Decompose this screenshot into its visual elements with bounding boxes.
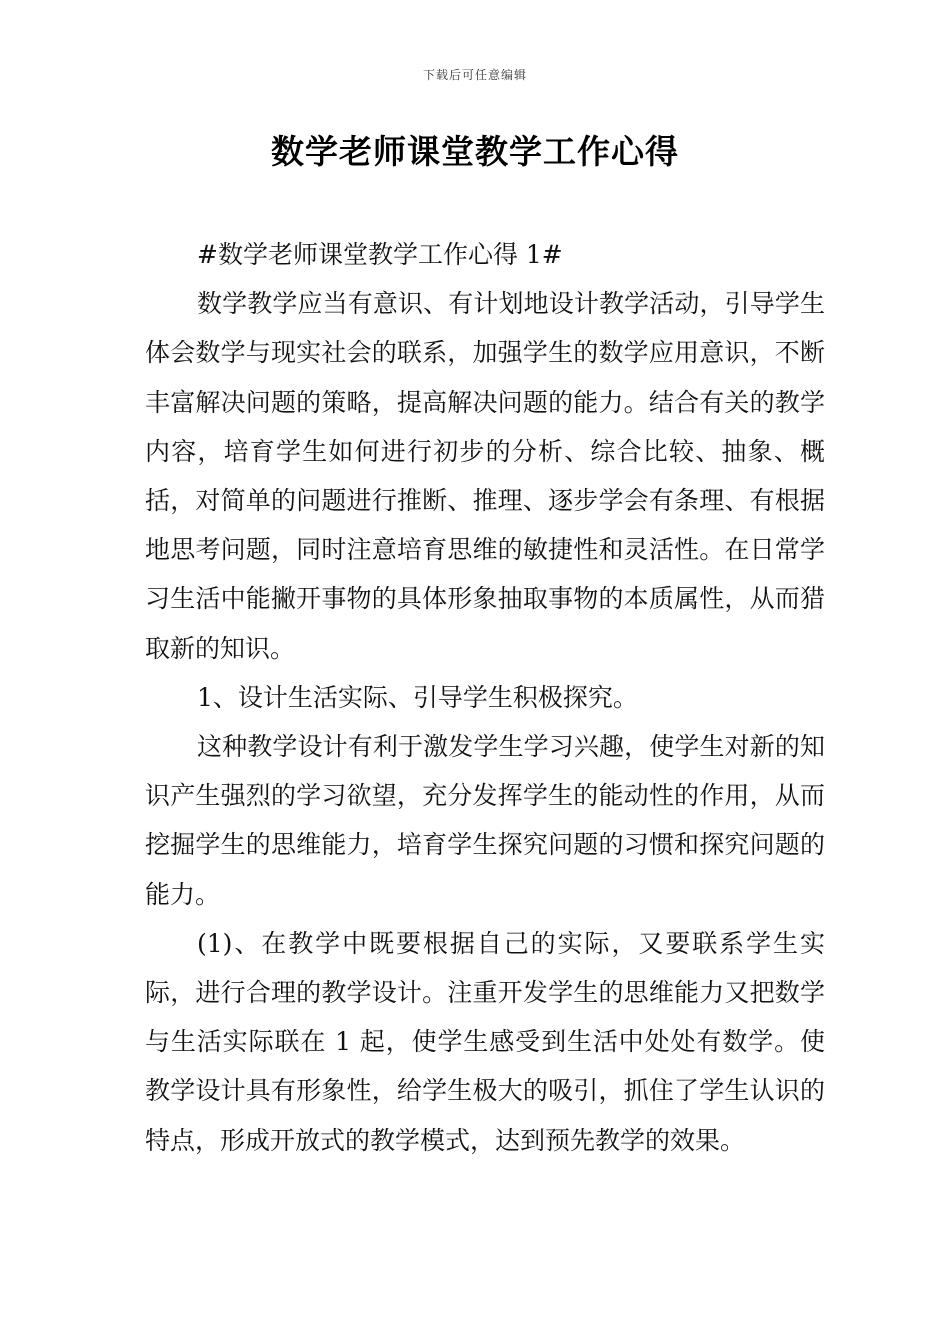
paragraph: (1)、在教学中既要根据自己的实际，又要联系学生实际，进行合理的教学设计。注重开发学生的思维能力又把数学与生活实际联在 1 起，使学生感受到生活中处处有数学。使教学设计具有形象性，给学生极大的吸引，抓住了学生认识的特点，形成开放式的教学模式，达到预先教学的效果。 xyxy=(145,928,825,1155)
section-heading: #数学老师课堂教学工作心得 1# xyxy=(197,240,563,269)
paragraph: 这种教学设计有利于激发学生学习兴趣，使学生对新的知识产生强烈的学习欲望，充分发挥学生的能动性的作用，从而挖掘学生的思维能力，培育学生探究问题的习惯和探究问题的能力。 xyxy=(145,732,825,909)
numbered-point: 1、设计生活实际、引导学生积极探究。 xyxy=(197,682,638,712)
paragraph: 数学教学应当有意识、有计划地设计教学活动，引导学生体会数学与现实社会的联系，加强学生的数学应用意识，不断丰富解决问题的策略，提高解决问题的能力。结合有关的教学内容，培育学生如何进行初步的分析、综合比较、抽象、概括，对简单的问题进行推断、推理、逐步学会有条理、有根据地思考问题，同时注意培育思维的敏捷性和灵活性。在日常学习生活中能撇开事物的具体形象抽取事物的本质属性，从而猎取新的知识。 xyxy=(145,289,825,663)
document-title: 数学老师课堂教学工作心得 xyxy=(271,132,679,171)
header-note: 下载后可任意编辑 xyxy=(422,68,527,82)
document-body xyxy=(145,230,825,1165)
